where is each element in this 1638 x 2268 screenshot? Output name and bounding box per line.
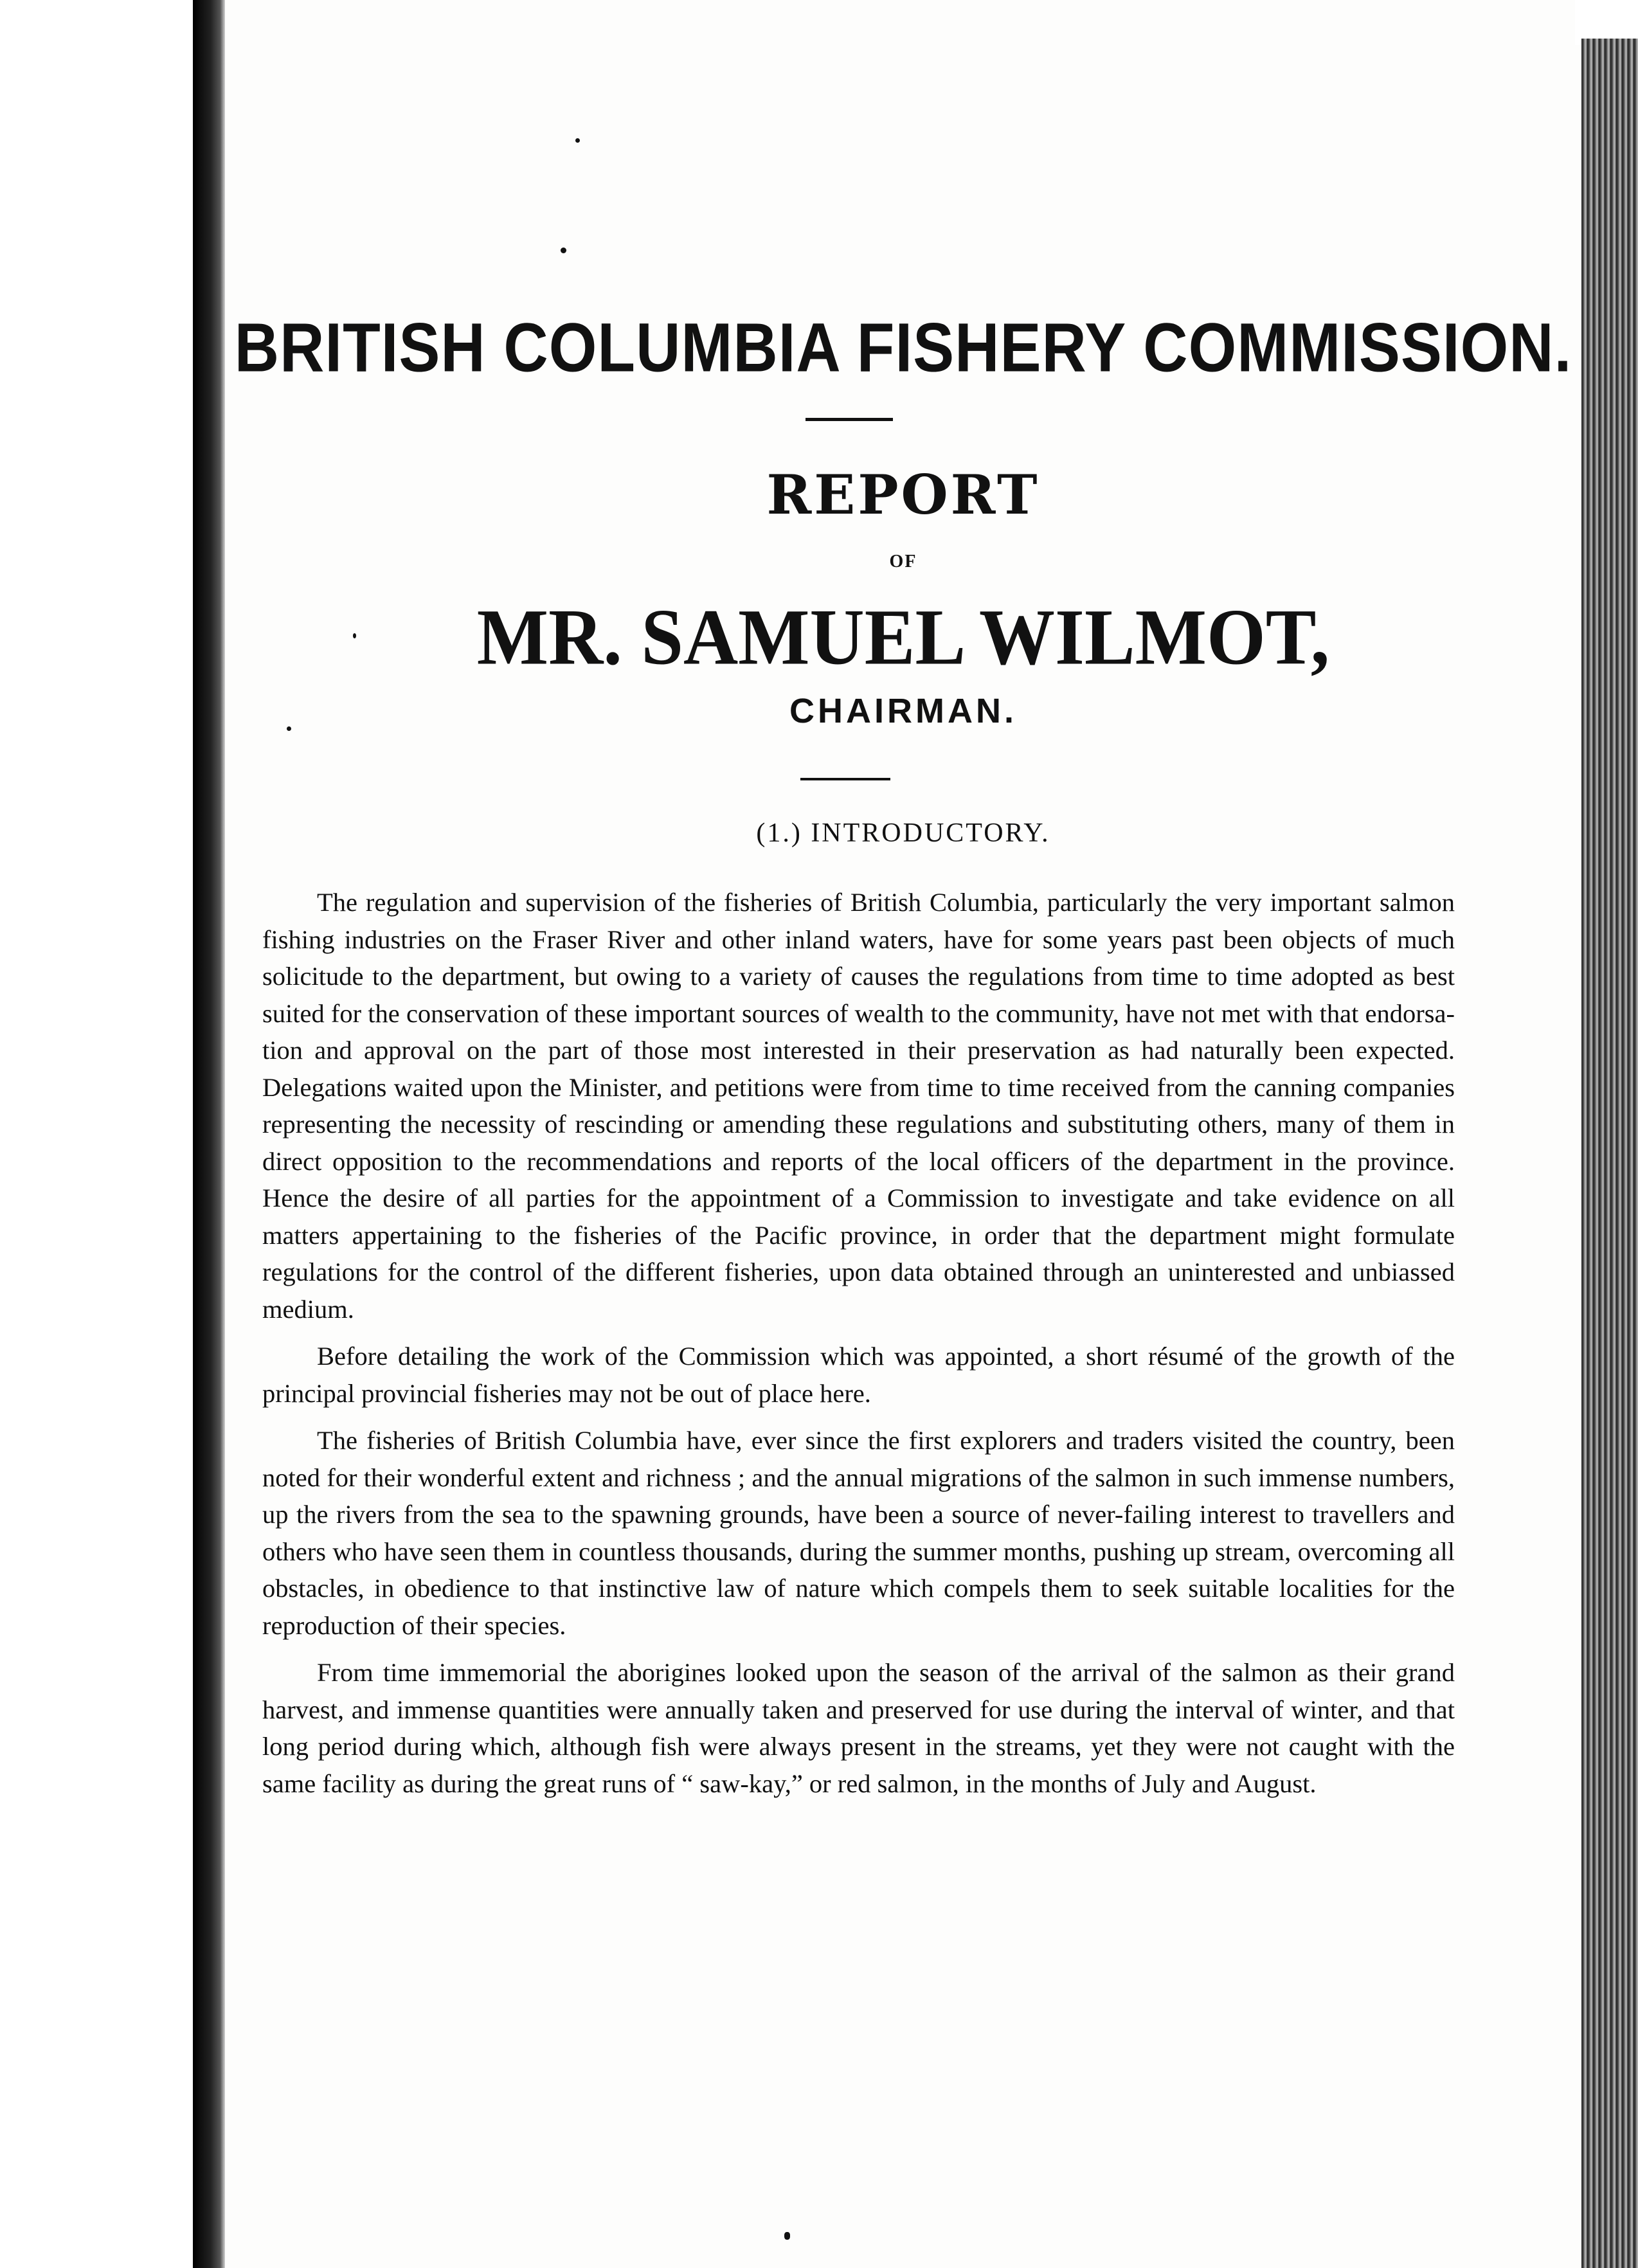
book-gutter bbox=[193, 0, 225, 2268]
section-heading: (1.) INTRODUCTORY. bbox=[756, 818, 1050, 848]
paragraph: From time immemorial the aborigines looked upon the season of the arrival of the salmon as their grand harvest, and immense quantities were annually taken and preserved for use during the interval of winter, and that long period during which, although fish were always present in the streams, yet they were not caught with the same facility as during the great runs of “ saw-kay,” or red salmon, in the months of July and August. bbox=[262, 1658, 1455, 1798]
paragraph: Before detailing the work of the Commission which was appointed, a short résumé of the growth of the principal provincial fisheries may not be out of place here. bbox=[262, 1342, 1455, 1408]
scan-speck bbox=[287, 726, 291, 731]
scan-speck bbox=[784, 2232, 790, 2240]
scan-speck bbox=[575, 138, 580, 143]
paragraph: The fisheries of British Columbia have, ever since the first explorers and traders visited the country, been noted for their wonderful extent and richness ; and the annual migrations of the salmon in such immense numbers, up the rivers from the sea to the spawning grounds, have been a source of never-failing interest to travellers and others who have seen them in countless thousands, during the summer months, pushing up stream, overcoming all obstacles, in obedience to that instinctive law of nature which compels them to seek suitable localities for the reproduction of their species. bbox=[262, 1426, 1455, 1640]
page-edge-stack bbox=[1581, 39, 1638, 2268]
body-text bbox=[262, 884, 1455, 1812]
of-label: OF bbox=[889, 552, 917, 572]
paragraph: The regulation and supervision of the fisheries of British Columbia, particularly the very important salmon fishing industries on the Fraser River and other inland waters, have for some years past been objects of much solicitude to the department, but owing to a variety of causes the regulations from time to time adopted as best suited for the conservation of these important sources of wealth to the community, have not met with that endorsation and approval on the part of those most interested in their preservation as had naturally been expected. Delegations waited upon the Minister, and petitions were from time to time received from the canning companies representing the necessity of rescinding or amending these regulations and substituting others, many of them in direct opposition to the recommendations and reports of the local officers of the department in the province. Hence the desire of all parties for the appointment of a Commission to investigate and take evidence on all matters appertaining to the fisheries of the Pacific province, in order that the department might formulate regulations for the control of the different fisheries, upon data obtained through an uninterested and unbiassed medium. bbox=[262, 888, 1455, 1324]
facing-page-margin bbox=[0, 0, 193, 2268]
heading-divider bbox=[800, 778, 890, 780]
document-title: BRITISH COLUMBIA FISHERY COMMISSION. bbox=[234, 309, 1572, 386]
document-page bbox=[225, 0, 1581, 2268]
scan-speck bbox=[561, 248, 566, 253]
scan-speck bbox=[353, 633, 356, 638]
title-divider bbox=[806, 418, 893, 421]
report-heading: REPORT bbox=[766, 463, 1040, 526]
author-role: CHAIRMAN. bbox=[789, 692, 1017, 730]
page-content bbox=[225, 0, 1581, 2268]
author-name: MR. SAMUEL WILMOT, bbox=[476, 593, 1330, 681]
